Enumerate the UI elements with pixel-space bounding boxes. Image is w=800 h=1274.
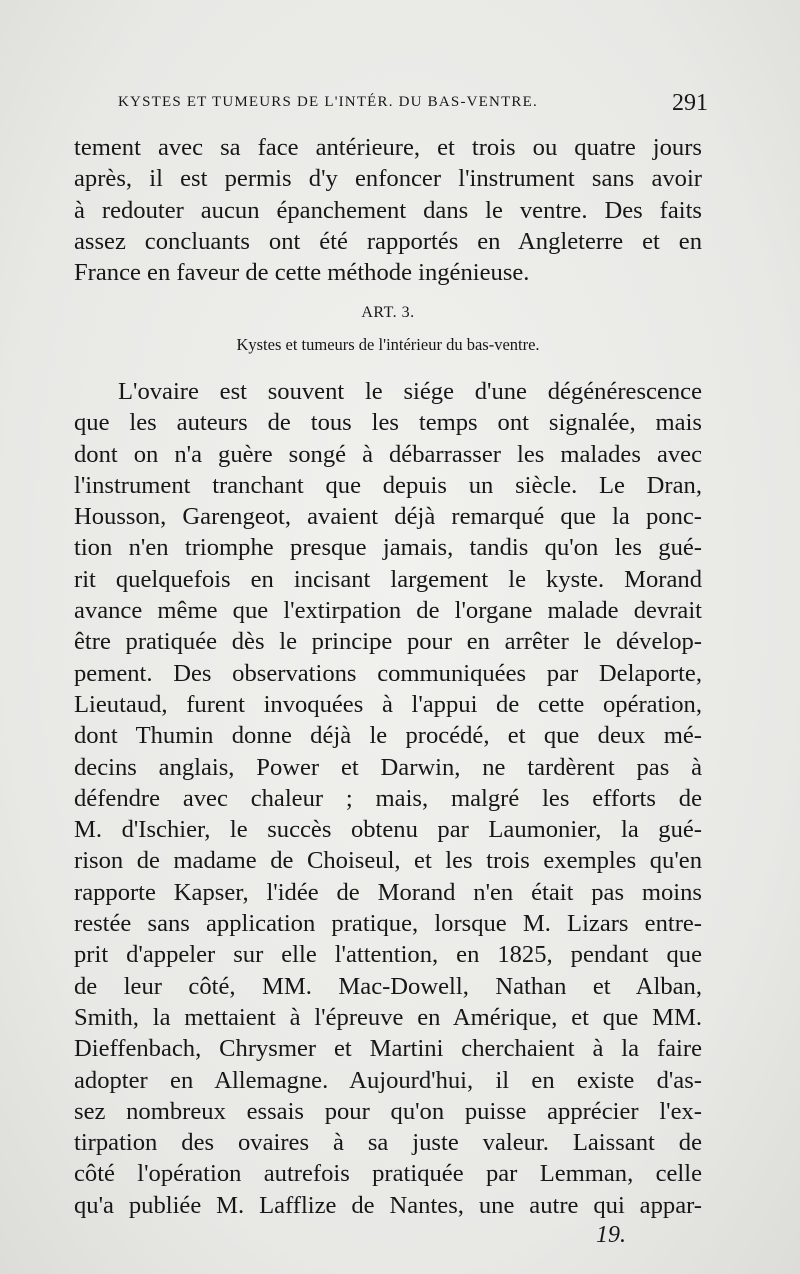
text-line: France en faveur de cette méthode ingénieuse. <box>74 259 530 287</box>
text-line: qu'a publiée M. Lafflize de Nantes, une autre qui appar- <box>74 1191 702 1219</box>
page-number: 291 <box>672 90 708 116</box>
text-line: dont Thumin donne déjà le procédé, et que deux mé- <box>74 722 702 750</box>
text-line: côté l'opération autrefois pratiquée par Lemman, celle <box>74 1160 702 1188</box>
article-number: ART. 3. <box>361 304 415 321</box>
text-line: après, il est permis d'y enfoncer l'instrument sans avoir <box>74 165 702 193</box>
text-line: être pratiquée dès le principe pour en arrêter le dévelop- <box>74 628 702 656</box>
paragraph-main <box>74 376 702 1221</box>
text-line: Lieutaud, furent invoquées à l'appui de cette opération, <box>74 690 702 718</box>
article-heading <box>74 303 702 355</box>
text-line: decins anglais, Power et Darwin, ne tardèrent pas à <box>74 753 702 781</box>
article-title: Kystes et tumeurs de l'intérieur du bas-ventre. <box>236 335 540 354</box>
text-line: tirpation des ovaires à sa juste valeur. Laissant de <box>74 1129 702 1157</box>
text-line: assez concluants ont été rapportés en Angleterre et en <box>74 227 702 255</box>
running-title: KYSTES ET TUMEURS DE L'INTÉR. DU BAS-VENTRE. <box>118 94 538 110</box>
running-header <box>118 90 708 118</box>
text-line: rison de madame de Choiseul, et les trois exemples qu'en <box>74 847 702 875</box>
text-line: Smith, la mettaient à l'épreuve en Amérique, et que MM. <box>74 1003 702 1031</box>
text-line: dont on n'a guère songé à débarrasser les malades avec <box>74 440 702 468</box>
text-line: restée sans application pratique, lorsque M. Lizars entre- <box>74 910 702 938</box>
text-line: M. d'Ischier, le succès obtenu par Laumonier, la gué- <box>74 816 702 844</box>
text-line: rit quelquefois en incisant largement le kyste. Morand <box>74 565 702 593</box>
text-line: tion n'en triomphe presque jamais, tandis qu'on les gué- <box>74 534 702 562</box>
text-line: Dieffenbach, Chrysmer et Martini cherchaient à la faire <box>74 1035 702 1063</box>
text-line: défendre avec chaleur ; mais, malgré les efforts de <box>74 784 702 812</box>
paragraph-continued <box>74 132 702 288</box>
text-line: avance même que l'extirpation de l'organe malade devrait <box>74 597 702 625</box>
text-line: L'ovaire est souvent le siége d'une dégénérescence <box>118 378 702 405</box>
text-line: prit d'appeler sur elle l'attention, en 1825, pendant que <box>74 941 702 969</box>
text-line: de leur côté, MM. Mac-Dowell, Nathan et Alban, <box>74 972 702 1000</box>
signature-mark: 19. <box>596 1222 626 1248</box>
text-line: à redouter aucun épanchement dans le ventre. Des faits <box>74 196 702 224</box>
text-line: l'instrument tranchant que depuis un siècle. Le Dran, <box>74 471 702 499</box>
text-line: pement. Des observations communiquées par Delaporte, <box>74 659 702 687</box>
text-line: Housson, Garengeot, avaient déjà remarqué que la ponc- <box>74 503 702 531</box>
text-line: tement avec sa face antérieure, et trois ou quatre jours <box>74 134 702 161</box>
text-line: que les auteurs de tous les temps ont signalée, mais <box>74 409 702 437</box>
text-line: sez nombreux essais pour qu'on puisse apprécier l'ex- <box>74 1097 702 1125</box>
text-line: rapporte Kapser, l'idée de Morand n'en était pas moins <box>74 878 702 906</box>
text-line: adopter en Allemagne. Aujourd'hui, il en existe d'as- <box>74 1066 702 1094</box>
